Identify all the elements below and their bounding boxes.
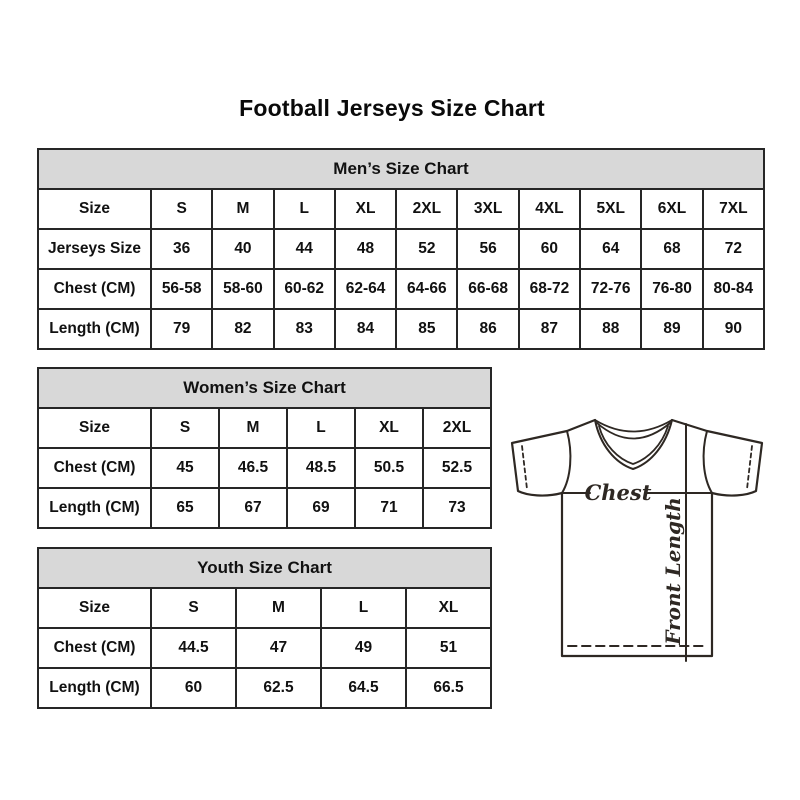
value-cell: 52.5 [423, 448, 491, 488]
value-cell: 76-80 [641, 269, 702, 309]
cuff-stitch-right-dashed-line [747, 446, 752, 489]
value-cell: 80-84 [703, 269, 764, 309]
row-label-cell: Chest (CM) [38, 448, 151, 488]
value-cell: 40 [212, 229, 273, 269]
womens-table-title: Women’s Size Chart [38, 368, 491, 408]
table-row [38, 588, 491, 628]
value-cell: 3XL [457, 189, 518, 229]
row-label-cell: Chest (CM) [38, 269, 151, 309]
value-cell: 90 [703, 309, 764, 349]
value-cell: 58-60 [212, 269, 273, 309]
value-cell: 87 [519, 309, 580, 349]
value-cell: 52 [396, 229, 457, 269]
youth-size-table [37, 547, 492, 709]
value-cell: 85 [396, 309, 457, 349]
value-cell: L [274, 189, 335, 229]
value-cell: L [287, 408, 355, 448]
row-label-cell: Length (CM) [38, 309, 151, 349]
value-cell: 47 [236, 628, 321, 668]
table-row [38, 668, 491, 708]
value-cell: 48.5 [287, 448, 355, 488]
value-cell: 4XL [519, 189, 580, 229]
sleeve-seam-left-line [562, 431, 570, 493]
youth-table-title: Youth Size Chart [38, 548, 491, 588]
row-label-cell: Size [38, 408, 151, 448]
table-row [38, 269, 764, 309]
value-cell: 66-68 [457, 269, 518, 309]
page-title: Football Jerseys Size Chart [239, 95, 545, 121]
row-label-cell: Length (CM) [38, 488, 151, 528]
table-row [38, 488, 491, 528]
row-label-cell: Chest (CM) [38, 628, 151, 668]
value-cell: 5XL [580, 189, 641, 229]
value-cell: 62-64 [335, 269, 396, 309]
row-label-cell: Size [38, 588, 151, 628]
value-cell: 45 [151, 448, 219, 488]
value-cell: 66.5 [406, 668, 491, 708]
value-cell: 60 [151, 668, 236, 708]
value-cell: 60 [519, 229, 580, 269]
value-cell: 64 [580, 229, 641, 269]
value-cell: 2XL [396, 189, 457, 229]
jersey-outline [512, 420, 762, 656]
row-label-cell: Length (CM) [38, 668, 151, 708]
value-cell: 48 [335, 229, 396, 269]
table-row [38, 309, 764, 349]
value-cell: 82 [212, 309, 273, 349]
table-row [38, 628, 491, 668]
mens-size-table [37, 148, 765, 350]
mens-table-title: Men’s Size Chart [38, 149, 764, 189]
value-cell: 67 [219, 488, 287, 528]
value-cell: 49 [321, 628, 406, 668]
table-row [38, 448, 491, 488]
value-cell: 44 [274, 229, 335, 269]
value-cell: M [219, 408, 287, 448]
value-cell: 46.5 [219, 448, 287, 488]
value-cell: 56-58 [151, 269, 212, 309]
value-cell: 71 [355, 488, 423, 528]
value-cell: 56 [457, 229, 518, 269]
table-row [38, 408, 491, 448]
value-cell: 51 [406, 628, 491, 668]
table-row [38, 229, 764, 269]
value-cell: 36 [151, 229, 212, 269]
womens-size-table [37, 367, 492, 529]
value-cell: S [151, 588, 236, 628]
row-label-cell: Size [38, 189, 151, 229]
value-cell: 44.5 [151, 628, 236, 668]
value-cell: 84 [335, 309, 396, 349]
value-cell: M [236, 588, 321, 628]
value-cell: 7XL [703, 189, 764, 229]
table-header-row [38, 548, 491, 588]
value-cell: 89 [641, 309, 702, 349]
value-cell: 73 [423, 488, 491, 528]
value-cell: M [212, 189, 273, 229]
value-cell: 65 [151, 488, 219, 528]
cuff-stitch-left-dashed-line [522, 446, 527, 489]
value-cell: 86 [457, 309, 518, 349]
value-cell: 62.5 [236, 668, 321, 708]
table-row [38, 189, 764, 229]
table-header-row [38, 149, 764, 189]
value-cell: 64.5 [321, 668, 406, 708]
value-cell: 64-66 [396, 269, 457, 309]
jersey-measurement-diagram [505, 403, 775, 668]
value-cell: S [151, 408, 219, 448]
value-cell: 68-72 [519, 269, 580, 309]
table-header-row [38, 368, 491, 408]
chest-measure-label: Chest [584, 480, 652, 505]
value-cell: XL [355, 408, 423, 448]
sleeve-seam-right-line [704, 431, 712, 493]
value-cell: 6XL [641, 189, 702, 229]
front-length-measure-label: Front Length [661, 497, 685, 645]
value-cell: 50.5 [355, 448, 423, 488]
value-cell: 69 [287, 488, 355, 528]
value-cell: 72-76 [580, 269, 641, 309]
value-cell: S [151, 189, 212, 229]
value-cell: L [321, 588, 406, 628]
row-label-cell: Jerseys Size [38, 229, 151, 269]
value-cell: 60-62 [274, 269, 335, 309]
value-cell: XL [406, 588, 491, 628]
value-cell: 83 [274, 309, 335, 349]
value-cell: 79 [151, 309, 212, 349]
value-cell: 72 [703, 229, 764, 269]
value-cell: 2XL [423, 408, 491, 448]
value-cell: 88 [580, 309, 641, 349]
value-cell: 68 [641, 229, 702, 269]
value-cell: XL [335, 189, 396, 229]
